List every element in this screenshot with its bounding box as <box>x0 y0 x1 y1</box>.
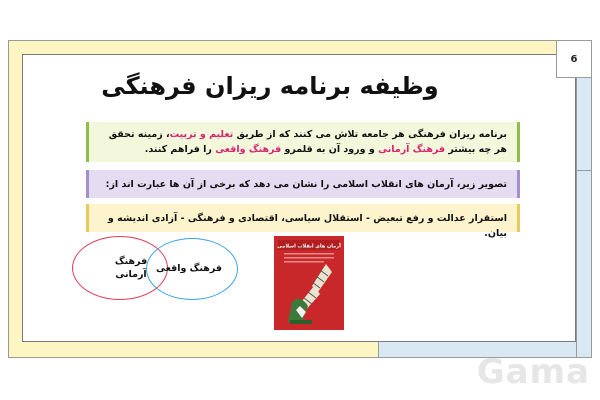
ideals-intro-box <box>86 170 520 198</box>
frame-band-right <box>576 40 592 350</box>
highlight-ideal-culture: فرهنگ آرمانی <box>378 144 446 156</box>
ideal-culture-label-line1: فرهنگ <box>114 255 148 267</box>
definition-text-3: و ورود آن به قلمرو <box>281 144 379 156</box>
definition-text-1: برنامه ریزان فرهنگی هر جامعه تلاش می کنند که از طریق <box>233 129 507 140</box>
page-number: 6 <box>556 40 592 78</box>
ideals-intro-text: تصویر زیر، آرمان های انقلاب اسلامی را نشان می دهد که برخی از آن ها عبارت اند از: <box>105 179 507 190</box>
book-cover-image <box>274 236 344 330</box>
slide-title: وظیفه برنامه ریزان فرهنگی <box>101 72 439 100</box>
highlight-education: تعلیم و تربیت <box>169 129 234 140</box>
gama-watermark: Gama <box>476 352 590 392</box>
frame-band-left <box>8 40 22 356</box>
frame-divider-vertical <box>576 78 577 358</box>
book-cover-illustration <box>274 236 344 330</box>
frame-band-bottom-left <box>8 342 380 358</box>
definition-box <box>86 122 520 162</box>
book-cover-title: آرمان های انقلاب اسلامی <box>277 243 341 250</box>
frame-divider-bottom <box>378 342 379 358</box>
definition-text-2: ، زمینه تحقق هر چه بیشتر <box>108 129 507 156</box>
highlight-real-culture: فرهنگ واقعی <box>215 144 282 156</box>
ideals-list-text: استقرار عدالت و رفع تبعیض - استقلال سیاسی، اقتصادی و فرهنگی - آزادی اندیشه و بیان. <box>107 213 507 240</box>
ideal-culture-label-line2: آرمانی <box>115 269 147 280</box>
real-culture-label: فرهنگ واقعی <box>156 263 222 275</box>
definition-text-4: را فراهم کنند. <box>144 144 216 156</box>
real-culture-circle <box>146 238 238 300</box>
frame-band-top <box>8 40 556 54</box>
frame-divider-horizontal <box>576 170 592 171</box>
ideals-list-box <box>86 204 520 240</box>
